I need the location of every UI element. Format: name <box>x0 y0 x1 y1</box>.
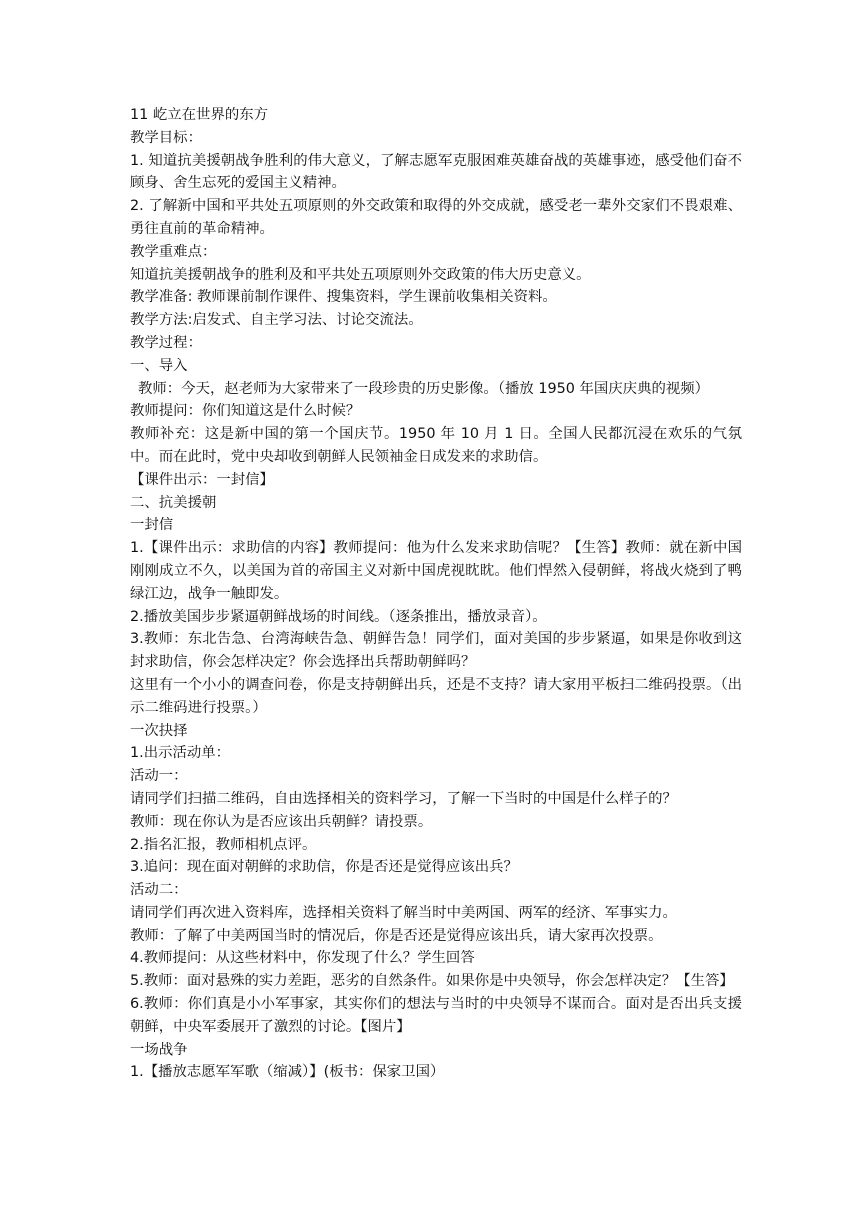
section-heading: 二、抗美援朝 <box>130 494 217 511</box>
paragraph: 请同学们扫描二维码，自由选择相关的资料学习，了解一下当时的中国是什么样子的？ <box>130 790 677 807</box>
document-page <box>130 104 742 1084</box>
paragraph: 教师：了解了中美两国当时的情况后，你是否还是觉得应该出兵，请大家再次投票。 <box>130 927 663 944</box>
paragraph: 3.追问：现在面对朝鲜的求助信，你是否还是觉得应该出兵？ <box>130 859 518 876</box>
paragraph: 1.出示活动单： <box>130 745 231 762</box>
section-heading: 教学过程： <box>130 334 202 351</box>
paragraph: 教师：现在你认为是否应该出兵朝鲜？请投票。 <box>130 813 433 830</box>
section-heading: 一、导入 <box>130 357 188 374</box>
doc-title: 11 屹立在世界的东方 <box>130 107 269 123</box>
paragraph: 知道抗美援朝战争的胜利及和平共处五项原则外交政策的伟大历史意义。 <box>130 266 591 283</box>
section-heading: 教学重难点： <box>130 243 217 260</box>
paragraph: 教师：今天，赵老师为大家带来了一段珍贵的历史影像。（播放 1950 年国庆庆典的视频） <box>138 380 710 397</box>
paragraph: 活动二： <box>130 882 188 899</box>
paragraph: 2.播放美国步步紧逼朝鲜战场的时间线。（逐条推出，播放录音）。 <box>130 608 547 625</box>
subsection-heading: 一场战争 <box>130 1041 188 1058</box>
subsection-heading: 一次抉择 <box>130 722 188 739</box>
paragraph: 活动一： <box>130 768 188 785</box>
paragraph: 5.教师：面对悬殊的实力差距，恶劣的自然条件。如果你是中央领导，你会怎样决定？【生答】 <box>130 973 734 990</box>
paragraph: 2.指名汇报，教师相机点评。 <box>130 836 317 853</box>
paragraph: 4.教师提问：从这些材料中，你发现了什么？学生回答 <box>130 950 475 967</box>
subsection-heading: 一封信 <box>130 517 174 534</box>
paragraph: 教师补充：这是新中国的第一个国庆节。1950 年 10 月 1 日。全国人民都沉浸在欢乐的气氛中。而在此时，党中央却收到朝鲜人民领袖金日成发来的求助信。 <box>130 426 742 465</box>
paragraph: 2. 了解新中国和平共处五项原则的外交政策和取得的外交成就，感受老一辈外交家们不畏艰难、勇往直前的革命精神。 <box>130 198 742 237</box>
paragraph: 请同学们再次进入资料库，选择相关资料了解当时中美两国、两军的经济、军事实力。 <box>130 904 677 921</box>
paragraph: 1.【播放志愿军军歌（缩减）】(板书：保家卫国） <box>130 1064 445 1081</box>
paragraph: 6.教师：你们真是小小军事家，其实你们的想法与当时的中央领导不谋而合。面对是否出兵支援朝鲜，中央军委展开了激烈的讨论。【图片】 <box>130 996 742 1035</box>
paragraph: 教学准备: 教师课前制作课件、搜集资料，学生课前收集相关资料。 <box>130 289 557 306</box>
paragraph: 教学方法:启发式、自主学习法、讨论交流法。 <box>130 312 423 329</box>
paragraph: 1.【课件出示：求助信的内容】教师提问：他为什么发来求助信呢？【生答】教师：就在新中国刚刚成立不久，以美国为首的帝国主义对新中国虎视眈眈。他们悍然入侵朝鲜，将战火烧到了鸭绿江边，战争一触即发。 <box>130 540 742 602</box>
paragraph: 【课件出示：一封信】 <box>130 471 274 488</box>
section-heading: 教学目标： <box>130 129 202 146</box>
paragraph: 3.教师：东北告急、台湾海峡告急、朝鲜告急！同学们，面对美国的步步紧逼，如果是你收到这封求助信，你会怎样决定？你会选择出兵帮助朝鲜吗？ <box>130 631 742 671</box>
paragraph: 教师提问：你们知道这是什么时候？ <box>130 403 361 420</box>
paragraph: 这里有一个小小的调查问卷，你是支持朝鲜出兵，还是不支持？请大家用平板扫二维码投票。（出示二维码进行投票。） <box>130 676 742 716</box>
paragraph: 1. 知道抗美援朝战争胜利的伟大意义，了解志愿军克服困难英雄奋战的英雄事迹，感受他们奋不顾身、舍生忘死的爱国主义精神。 <box>130 152 742 192</box>
